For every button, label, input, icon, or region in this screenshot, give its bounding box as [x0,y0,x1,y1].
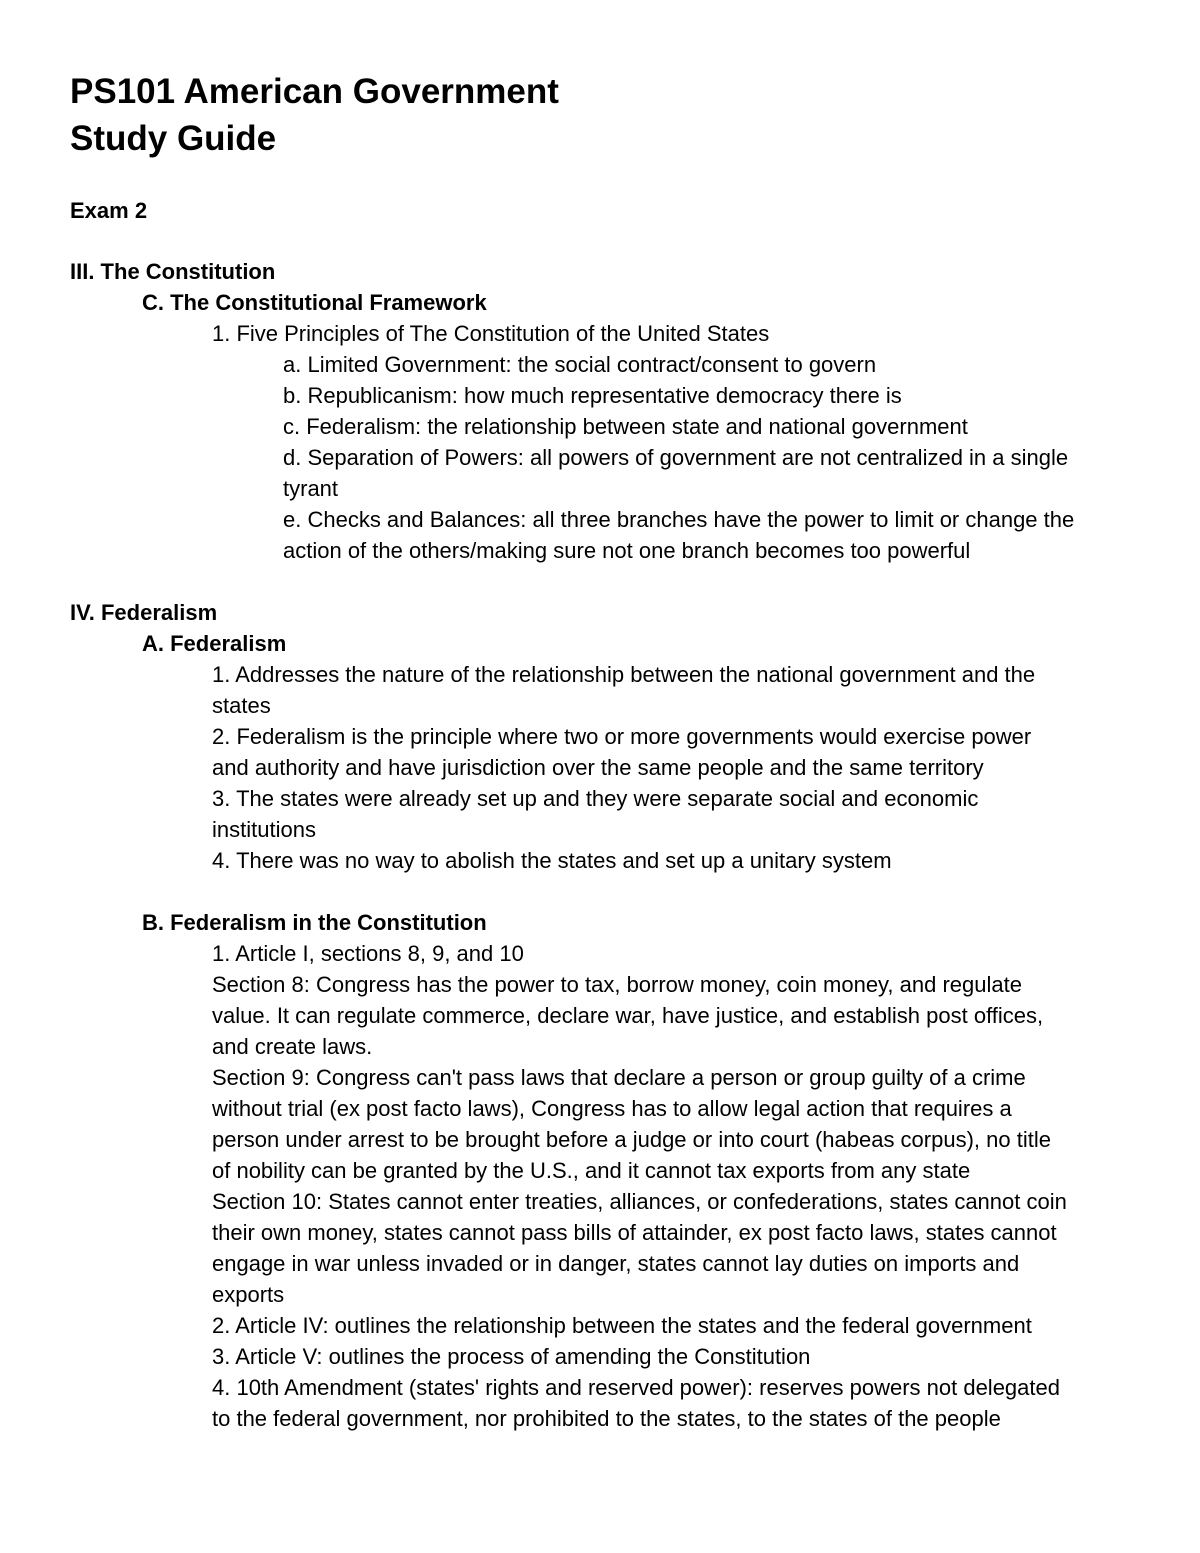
list-item: b. Republicanism: how much representative democracy there is [283,383,902,408]
section-9-text: without trial (ex post facto laws), Congress has to allow legal action that requires a [212,1096,1012,1121]
section-heading-constitution: III. The Constitution [70,259,276,284]
document-title: PS101 American Government [70,72,559,111]
exam-label: Exam 2 [70,198,148,223]
list-item-continuation: institutions [212,817,316,842]
section-heading-federalism: IV. Federalism [70,600,218,625]
list-item: 3. Article V: outlines the process of amending the Constitution [212,1344,811,1369]
section-8-text: value. It can regulate commerce, declare war, have justice, and establish post offices, [212,1003,1044,1028]
section-10-text: Section 10: States cannot enter treaties, alliances, or confederations, states cannot coin [212,1189,1067,1214]
list-item-continuation: tyrant [283,476,339,501]
list-item: 2. Federalism is the principle where two or more governments would exercise power [212,724,1032,749]
section-9-text: Section 9: Congress can't pass laws that declare a person or group guilty of a crime [212,1065,1026,1090]
section-9-text: of nobility can be granted by the U.S., and it cannot tax exports from any state [212,1158,971,1183]
list-item-continuation: action of the others/making sure not one branch becomes too powerful [283,538,971,563]
section-9-text: person under arrest to be brought before a judge or into court (habeas corpus), no title [212,1127,1051,1152]
subsection-heading-constitution-federalism: B. Federalism in the Constitution [142,910,487,935]
document-subtitle: Study Guide [70,119,277,158]
list-item: 4. 10th Amendment (states' rights and reserved power): reserves powers not delegated [212,1375,1060,1400]
list-item-continuation: and authority and have jurisdiction over the same people and the same territory [212,755,984,780]
list-item: 1. Addresses the nature of the relationship between the national government and the [212,662,1036,687]
list-item: 4. There was no way to abolish the states and set up a unitary system [212,848,892,873]
section-8-text: Section 8: Congress has the power to tax, borrow money, coin money, and regulate [212,972,1022,997]
subsection-heading-federalism: A. Federalism [142,631,287,656]
subsection-heading-framework: C. The Constitutional Framework [142,290,487,315]
section-10-text: their own money, states cannot pass bills of attainder, ex post facto laws, states cannot [212,1220,1057,1245]
list-item: 2. Article IV: outlines the relationship between the states and the federal government [212,1313,1032,1338]
list-item: e. Checks and Balances: all three branches have the power to limit or change the [283,507,1075,532]
section-10-text: exports [212,1282,285,1307]
list-item: 1. Five Principles of The Constitution of the United States [212,321,770,346]
list-item: c. Federalism: the relationship between state and national government [283,414,968,439]
list-item: d. Separation of Powers: all powers of government are not centralized in a single [283,445,1069,470]
section-8-text: and create laws. [212,1034,373,1059]
list-item-continuation: states [212,693,271,718]
list-item: 3. The states were already set up and they were separate social and economic [212,786,979,811]
list-item: a. Limited Government: the social contract/consent to govern [283,352,877,377]
section-10-text: engage in war unless invaded or in danger, states cannot lay duties on imports and [212,1251,1020,1276]
list-item-continuation: to the federal government, nor prohibited to the states, to the states of the people [212,1406,1001,1431]
list-item: 1. Article I, sections 8, 9, and 10 [212,941,524,966]
